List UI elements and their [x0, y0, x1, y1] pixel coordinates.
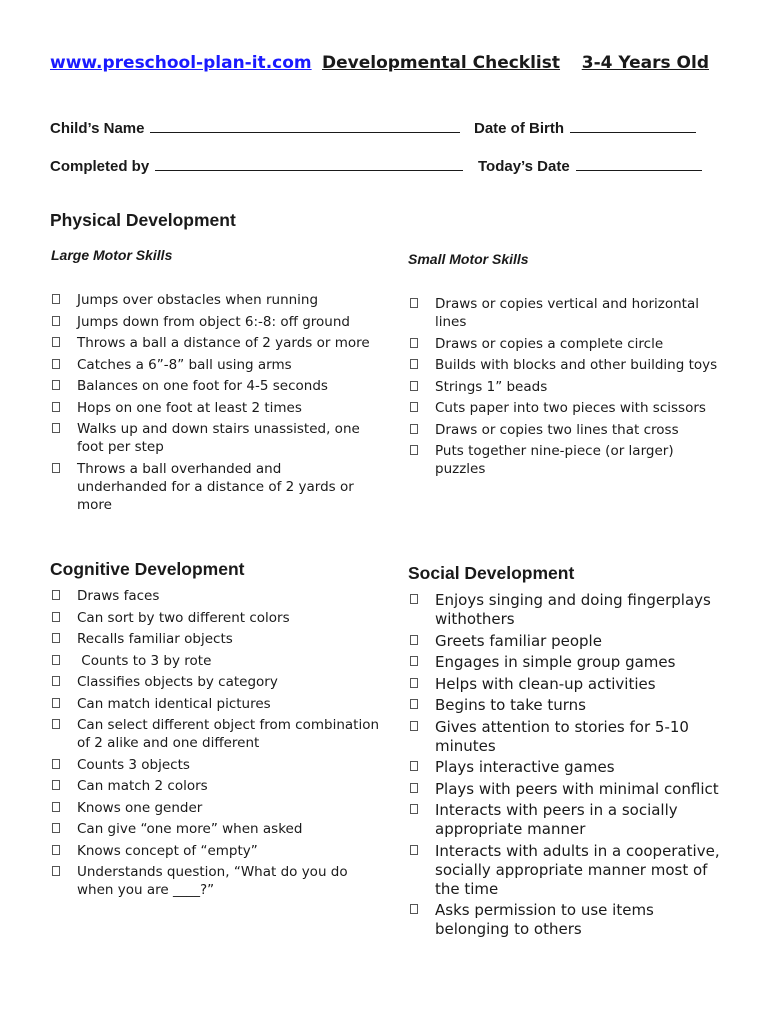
list-item: [408, 780, 726, 799]
list-item: [50, 609, 380, 627]
item-text: Knows one gender: [77, 799, 203, 816]
checkbox[interactable]: [52, 802, 60, 812]
item-text: Engages in simple group games: [435, 653, 676, 671]
list-item: [50, 777, 380, 795]
list-item: [408, 718, 726, 756]
checkbox[interactable]: [52, 780, 60, 790]
checkbox[interactable]: [410, 699, 418, 709]
item-text: Counts 3 objects: [77, 756, 190, 773]
list-item: [408, 842, 726, 899]
checkbox[interactable]: [410, 381, 418, 391]
todays-date-line[interactable]: [576, 157, 702, 171]
item-text: Gives attention to stories for 5-10 minutes: [435, 717, 689, 755]
website-link[interactable]: www.preschool-plan-it.com: [50, 53, 312, 73]
list-item: [50, 842, 380, 860]
list-item: [408, 901, 726, 939]
list-item: [408, 696, 726, 715]
list-item: [50, 863, 380, 899]
list-item: [408, 421, 728, 439]
cognitive-development-title: Cognitive Development: [50, 559, 245, 579]
list-item: [50, 356, 370, 374]
checkbox[interactable]: [52, 845, 60, 855]
checkbox[interactable]: [410, 445, 418, 455]
list-item: [50, 673, 380, 691]
list-item: [50, 820, 380, 838]
list-item: [408, 356, 728, 374]
cognitive-list: [50, 587, 380, 903]
completed-by-line[interactable]: [155, 157, 463, 171]
item-text: Classifies objects by category: [77, 674, 278, 690]
checkbox[interactable]: [52, 633, 60, 643]
small-motor-title: Small Motor Skills: [408, 251, 529, 267]
item-text: Strings 1” beads: [435, 378, 548, 395]
item-text: Catches a 6”-8” ball using arms: [77, 356, 292, 373]
large-motor-list: [50, 291, 370, 517]
dob-field: [474, 119, 696, 137]
list-item: [50, 756, 380, 774]
item-text: Jumps down from object 6:-8: off ground: [77, 313, 350, 330]
checkbox[interactable]: [52, 676, 60, 686]
item-text: Helps with clean-up activities: [435, 674, 656, 693]
list-item: [50, 652, 380, 670]
list-item: [50, 695, 380, 713]
checkbox[interactable]: [410, 359, 418, 369]
large-motor-title: Large Motor Skills: [51, 247, 173, 263]
item-text: Can match identical pictures: [77, 695, 271, 712]
checkbox[interactable]: [410, 721, 418, 731]
child-name-field: [50, 119, 460, 137]
item-text: Cuts paper into two pieces with scissors: [435, 400, 706, 416]
list-item: [408, 295, 728, 331]
item-text: Walks up and down stairs unassisted, one foot per step: [77, 421, 360, 455]
checkbox[interactable]: [410, 594, 418, 604]
social-development-title: Social Development: [408, 563, 575, 583]
item-text: Hops on one foot at least 2 times: [77, 399, 302, 416]
age-range: 3-4 Years Old: [581, 53, 709, 73]
checkbox[interactable]: [410, 904, 418, 914]
item-text: Can give “one more” when asked: [77, 821, 303, 837]
item-text: Begins to take turns: [435, 696, 586, 714]
checkbox[interactable]: [52, 759, 60, 769]
item-text: Draws or copies a complete circle: [435, 335, 664, 352]
item-text: Balances on one foot for 4-5 seconds: [77, 378, 328, 394]
checkbox[interactable]: [52, 337, 60, 347]
completed-by-field: [50, 157, 463, 175]
checkbox[interactable]: [410, 678, 418, 688]
checkbox[interactable]: [52, 463, 60, 473]
item-text: Knows concept of “empty”: [77, 842, 258, 859]
item-text: Jumps over obstacles when running: [77, 292, 319, 308]
list-item: [408, 442, 728, 478]
list-item: [50, 716, 380, 752]
list-item: [408, 758, 726, 777]
document-title: Developmental Checklist: [322, 53, 561, 73]
checkbox[interactable]: [52, 655, 60, 665]
list-item: [50, 399, 370, 417]
checkbox[interactable]: [52, 698, 60, 708]
list-item: [50, 630, 380, 648]
todays-date-label: Today’s Date: [478, 158, 570, 175]
checkbox[interactable]: [410, 761, 418, 771]
list-item: [50, 799, 380, 817]
list-item: [408, 801, 726, 839]
checkbox[interactable]: [410, 402, 418, 412]
list-item: [50, 420, 370, 456]
list-item: [50, 291, 370, 309]
checkbox[interactable]: [52, 380, 60, 390]
checkbox[interactable]: [410, 845, 418, 855]
list-item: [408, 632, 726, 651]
checkbox[interactable]: [52, 294, 60, 304]
list-item: [50, 377, 370, 395]
item-text: Builds with blocks and other building toys: [435, 357, 718, 373]
item-text: Can select different object from combination of 2 alike and one different: [77, 717, 380, 751]
checkbox[interactable]: [52, 719, 60, 729]
item-text: Throws a ball overhanded and underhanded for a distance of 2 yards or more: [77, 460, 354, 513]
list-item: [50, 460, 370, 514]
item-text: Plays interactive games: [435, 758, 615, 776]
checkbox[interactable]: [410, 783, 418, 793]
item-text: Can sort by two different colors: [77, 609, 290, 626]
list-item: [50, 334, 370, 352]
dob-line[interactable]: [570, 119, 696, 133]
item-text: Enjoys singing and doing fingerplays withothers: [435, 591, 711, 628]
checkbox[interactable]: [410, 804, 418, 814]
checkbox[interactable]: [52, 316, 60, 326]
todays-date-field: [478, 157, 702, 175]
checkbox[interactable]: [410, 656, 418, 666]
checkbox[interactable]: [52, 612, 60, 622]
small-motor-list: [408, 295, 728, 482]
list-item: [408, 591, 726, 629]
checkbox[interactable]: [52, 359, 60, 369]
checkbox[interactable]: [410, 635, 418, 645]
checkbox[interactable]: [410, 424, 418, 434]
item-text: Plays with peers with minimal conflict: [435, 779, 719, 798]
item-text: Interacts with adults in a cooperative, socially appropriate manner most of the time: [435, 841, 720, 898]
dob-label: Date of Birth: [474, 120, 564, 137]
list-item: [408, 399, 728, 417]
child-name-label: Child’s Name: [50, 120, 145, 137]
list-item: [408, 653, 726, 672]
item-text: Puts together nine-piece (or larger) puzzles: [435, 443, 674, 477]
list-item: [408, 675, 726, 694]
checkbox[interactable]: [52, 402, 60, 412]
physical-development-title: Physical Development: [50, 210, 236, 230]
item-text: Recalls familiar objects: [77, 631, 233, 647]
child-name-line[interactable]: [150, 119, 460, 133]
checkbox[interactable]: [52, 423, 60, 433]
checkbox[interactable]: [52, 590, 60, 600]
item-text: Draws faces: [77, 588, 160, 604]
item-text: Greets familiar people: [435, 631, 602, 650]
social-list: [408, 591, 726, 942]
checkbox[interactable]: [52, 866, 60, 876]
item-text: Understands question, “What do you do when you are ____?”: [77, 864, 348, 898]
item-text: Asks permission to use items belonging to others: [435, 901, 654, 938]
checkbox[interactable]: [410, 298, 418, 308]
list-item: [50, 587, 380, 605]
item-text: Can match 2 colors: [77, 778, 208, 794]
item-text: Draws or copies vertical and horizontal lines: [435, 296, 699, 330]
item-text: Interacts with peers in a socially appropriate manner: [435, 801, 678, 838]
checkbox[interactable]: [410, 338, 418, 348]
list-item: [50, 313, 370, 331]
checkbox[interactable]: [52, 823, 60, 833]
list-item: [408, 335, 728, 353]
completed-by-label: Completed by: [50, 158, 150, 175]
list-item: [408, 378, 728, 396]
item-text: Throws a ball a distance of 2 yards or more: [77, 335, 370, 351]
item-text: Draws or copies two lines that cross: [435, 421, 679, 438]
item-text: Counts to 3 by rote: [77, 652, 212, 669]
